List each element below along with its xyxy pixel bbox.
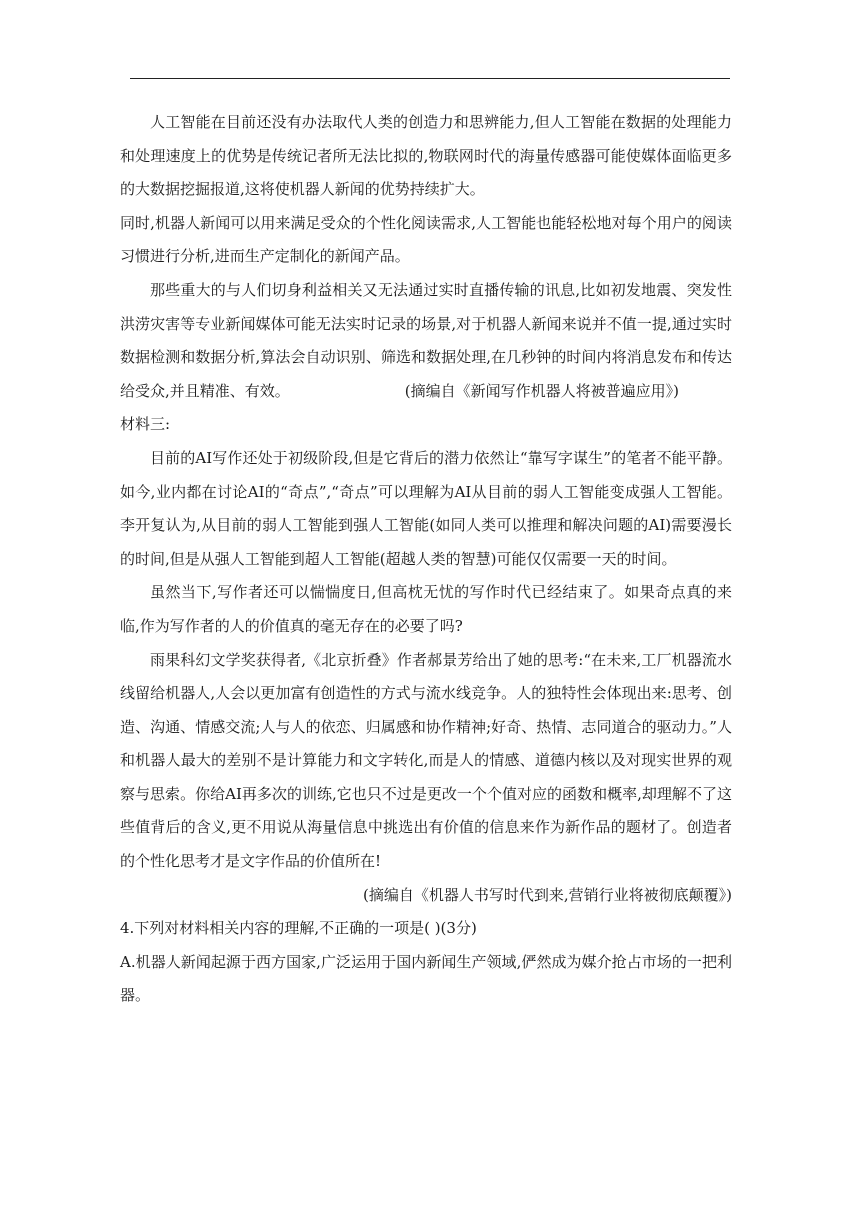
- paragraph-4: 目前的AI写作还处于初级阶段,但是它背后的潜力依然让“靠写字谋生”的笔者不能平静。如今,业内都在讨论AI的“奇点”,“奇点”可以理解为AI从目前的弱人工智能变成强人工智能。李开复认为,从目前的弱人工智能到强人工智能(如同人类可以推理和解决问题的AI)需要漫长的时间,但是从强人工智能到超人工智能(超越人类的智慧)可能仅仅需要一天的时间。: [120, 448, 732, 568]
- paragraph-6-source: (摘编自《机器人书写时代到来,营销行业将被彻底颠覆》): [363, 885, 732, 904]
- paragraph-6: 雨果科幻文学奖获得者,《北京折叠》作者郝景芳给出了她的思考:“在未来,工厂机器流水线留给机器人,人会以更加富有创造性的方式与流水线竞争。人的独特性会体现出来:思考、创造、沟通、情感交流;人与人的依恋、归属感和协作精神;好奇、热情、志同道合的驱动力。”人和机器人最大的差别不是计算能力和文字转化,而是人的情感、道德内核以及对现实世界的观察与思索。你给AI再多次的训练,它也只不过是更改一个个值对应的函数和概率,却理解不了这些值背后的含义,更不用说从海量信息中挑选出有价值的信息来作为新作品的题材了。创造者的个性化思考才是文字作品的价值所在!: [120, 650, 732, 871]
- paragraph-5: 虽然当下,写作者还可以惴惴度日,但高枕无忧的写作时代已经结束了。如果奇点真的来临,作为写作者的人的价值真的毫无存在的必要了吗?: [120, 583, 732, 635]
- question-4-stem: 4.下列对材料相关内容的理解,不正确的一项是( )(3分): [120, 919, 477, 938]
- paragraph-2: 同时,机器人新闻可以用来满足受众的个性化阅读需求,人工智能也能轻松地对每个用户的阅读习惯进行分析,进而生产定制化的新闻产品。: [120, 213, 732, 266]
- document-body: [120, 106, 732, 1013]
- material-three-heading: 材料三:: [120, 415, 171, 434]
- paragraph-3: [120, 274, 732, 408]
- paragraph-1: 人工智能在目前还没有办法取代人类的创造力和思辨能力,但人工智能在数据的处理能力和处理速度上的优势是传统记者所无法比拟的,物联网时代的海量传感器可能使媒体面临更多的大数据挖掘报道,这将使机器人新闻的优势持续扩大。: [120, 113, 732, 199]
- header-rule: [130, 78, 730, 79]
- question-4-option-a: A.机器人新闻起源于西方国家,广泛运用于国内新闻生产领域,俨然成为媒介抢占市场的一把利器。: [120, 952, 732, 1005]
- paragraph-3-source: (摘编自《新闻写作机器人将被普遍应用》): [404, 381, 679, 400]
- paragraph-3-text: 那些重大的与人们切身利益相关又无法通过实时直播传输的讯息,比如初发地震、突发性洪涝灾害等专业新闻媒体可能无法实时记录的场景,对于机器人新闻来说并不值一提,通过实时数据检测和数据分析,算法会自动识别、筛选和数据处理,在几秒钟的时间内将消息发布和传达给受众,并且精准、有效。: [120, 280, 732, 400]
